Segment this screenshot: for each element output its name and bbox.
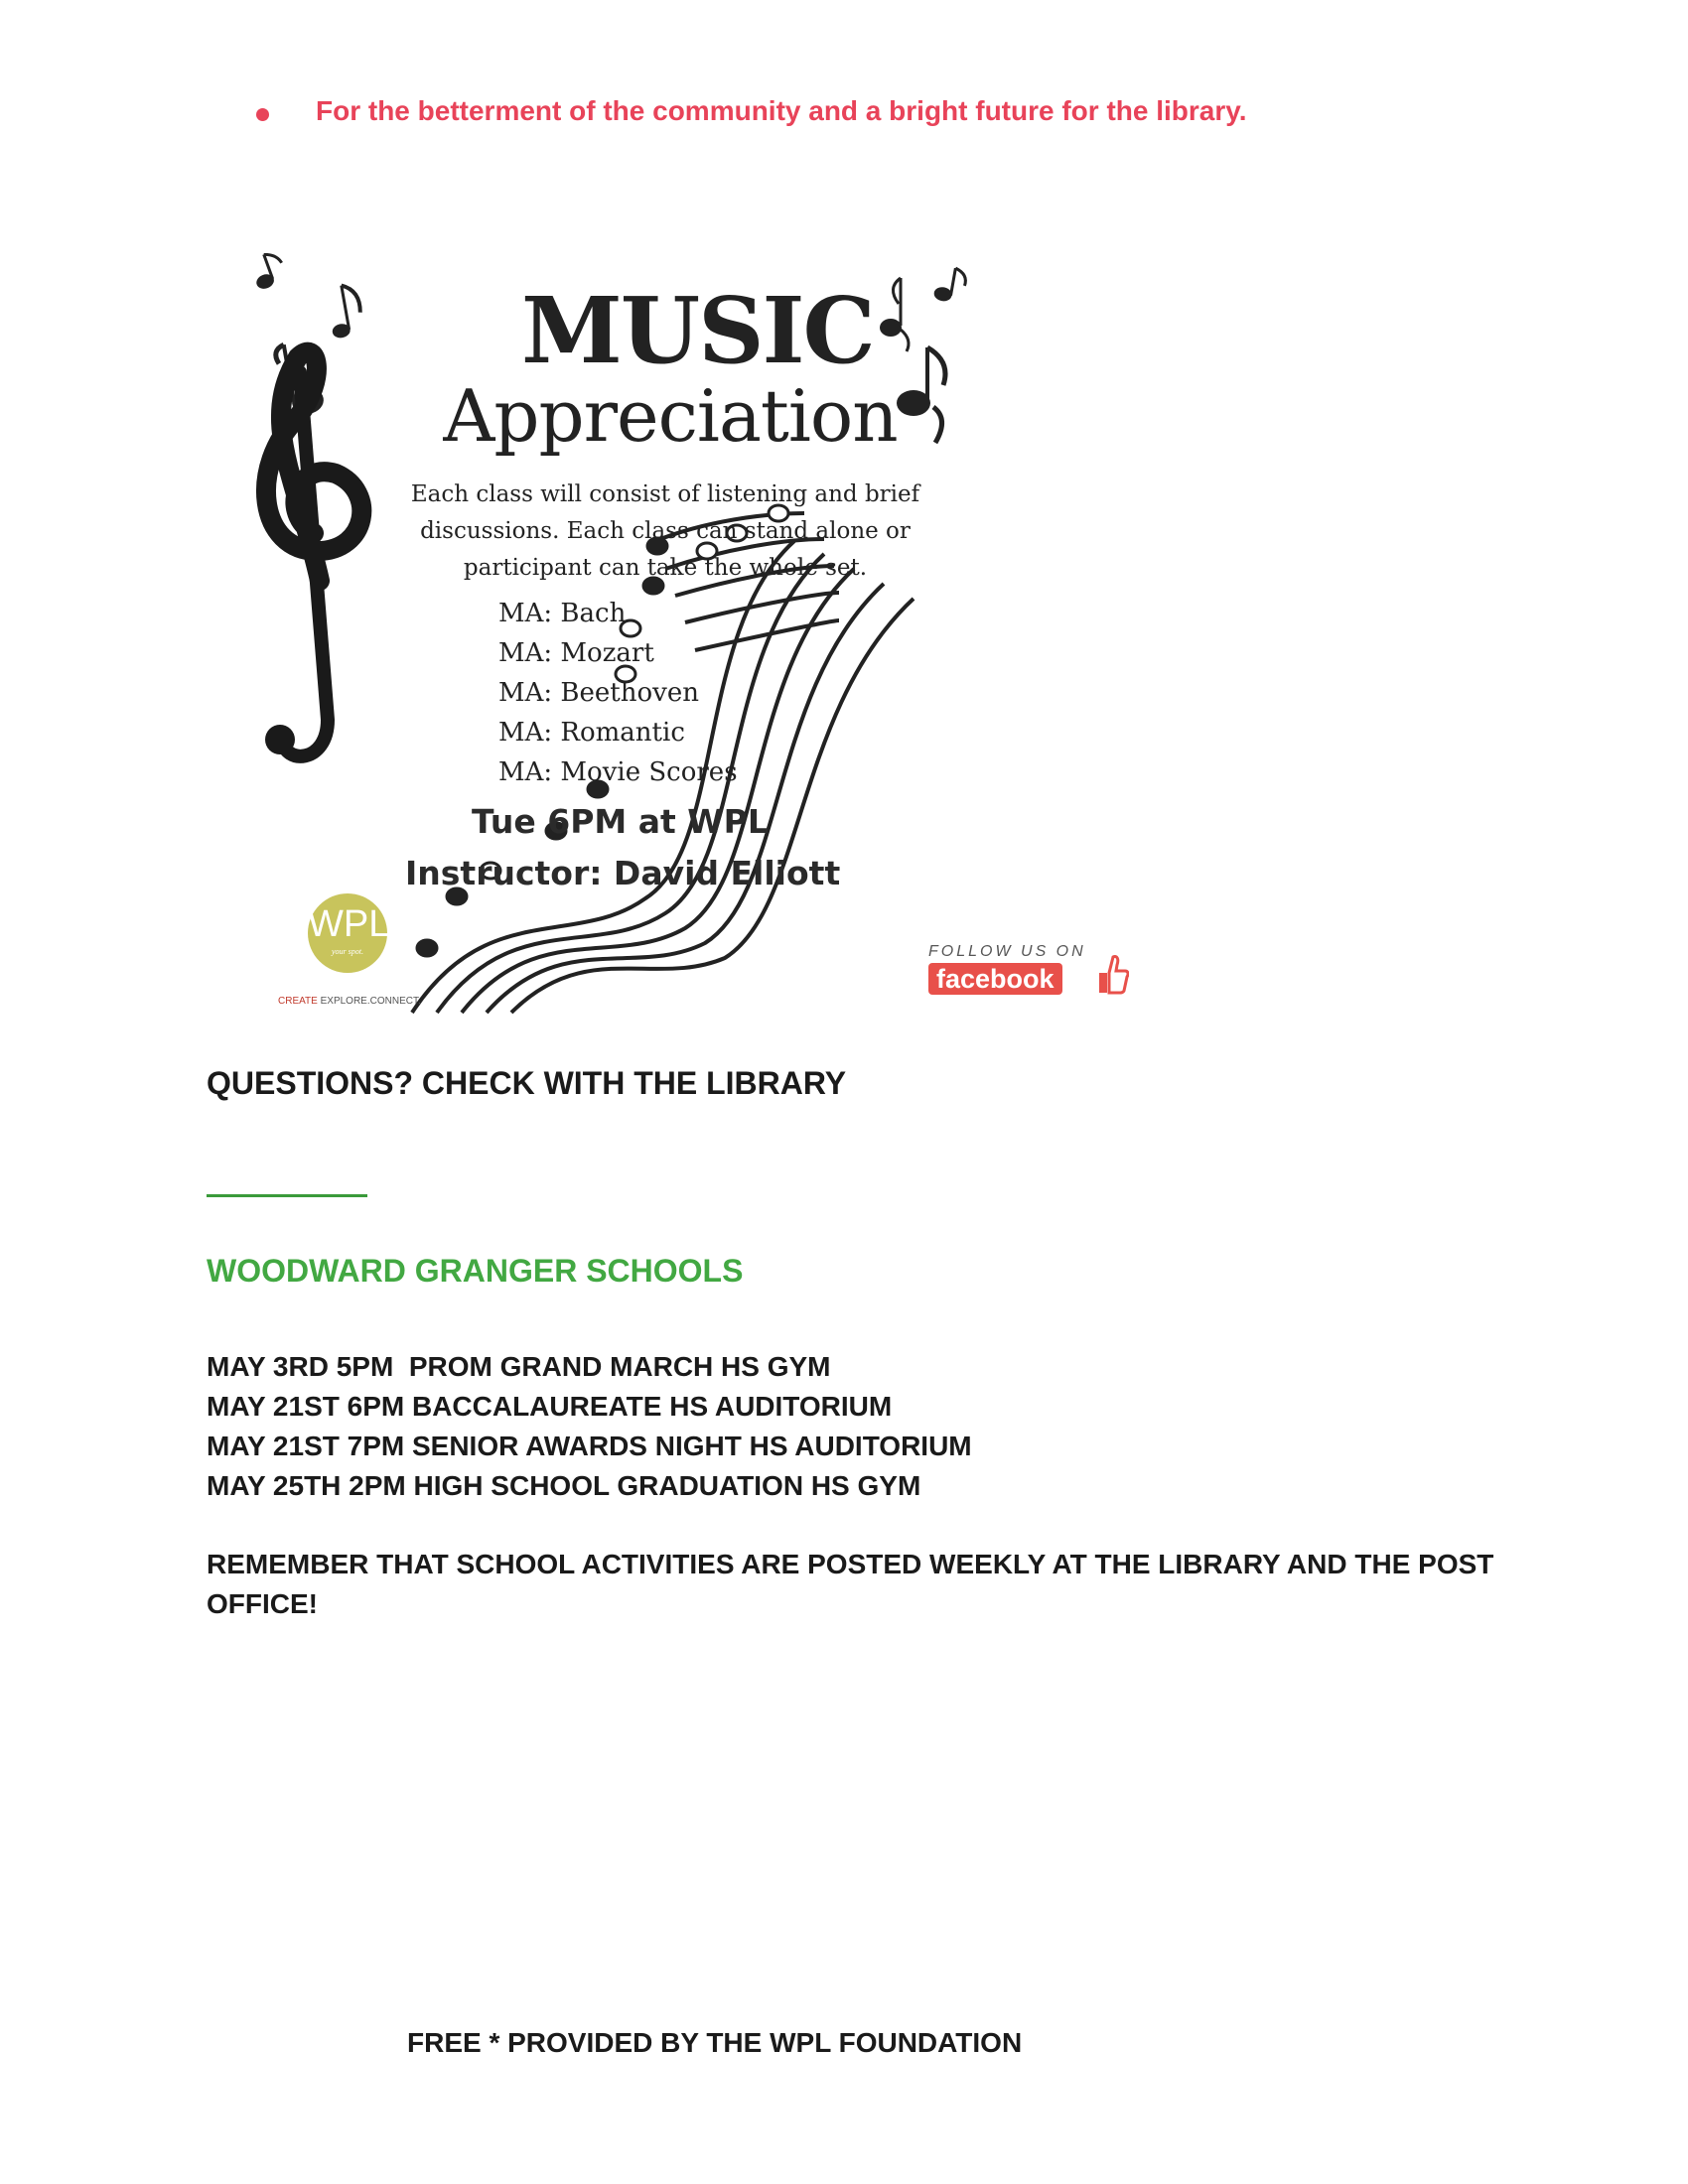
school-event-item: MAY 21ST 6PM BACCALAUREATE HS AUDITORIUM — [207, 1391, 893, 1422]
follow-us-label: FOLLOW US ON — [928, 943, 1086, 960]
wpl-tagline-rest: EXPLORE.CONNECT. — [317, 996, 421, 1007]
flyer-subtitle: Appreciation — [443, 374, 898, 458]
class-list — [498, 594, 738, 792]
flyer-description: Each class will consist of listening and brief discussions. Each class can stand alone or participant can take the whole set. — [410, 481, 920, 581]
activities-reminder: REMEMBER THAT SCHOOL ACTIVITIES ARE POSTED WEEKLY AT THE LIBRARY AND THE POST OFFICE! — [207, 1549, 1494, 1619]
flyer-title: MUSIC — [521, 277, 874, 384]
wpl-logo — [278, 893, 421, 1013]
questions-heading: QUESTIONS? CHECK WITH THE LIBRARY — [207, 1065, 847, 1101]
school-event-item: MAY 21ST 7PM SENIOR AWARDS NIGHT HS AUDITORIUM — [207, 1431, 972, 1461]
school-event-item: MAY 25TH 2PM HIGH SCHOOL GRADUATION HS GYM — [207, 1470, 921, 1501]
wpl-logo-script: your spot. — [332, 947, 363, 956]
music-appreciation-flyer — [228, 253, 1152, 1018]
class-list-item: MA: Bach — [498, 599, 627, 628]
class-list-item: MA: Romantic — [498, 718, 685, 748]
class-list-item: MA: Movie Scores — [498, 757, 738, 787]
thumbs-up-icon — [1095, 953, 1129, 995]
bullet-dot-icon — [256, 108, 269, 121]
wpl-logo-circle — [308, 893, 390, 973]
class-list-item: MA: Beethoven — [498, 678, 699, 708]
wpl-logo-name: WPL — [308, 903, 390, 945]
wpl-tagline-accent: CREATE — [278, 996, 318, 1007]
intro-bullet-text: For the betterment of the community and a bright future for the library. — [316, 95, 1247, 126]
schools-heading: WOODWARD GRANGER SCHOOLS — [207, 1253, 744, 1289]
class-list-item: MA: Mozart — [498, 638, 654, 668]
wpl-logo-tagline — [278, 996, 421, 1007]
intro-bullet — [256, 95, 1448, 135]
facebook-follow-badge — [928, 943, 1137, 1003]
facebook-wordmark: facebook — [928, 963, 1062, 995]
school-events-list — [207, 1347, 972, 1506]
footer-note: FREE * PROVIDED BY THE WPL FOUNDATION — [407, 2027, 1023, 2058]
green-divider — [207, 1194, 367, 1197]
class-schedule: Tue 6PM at WPL — [472, 802, 769, 841]
class-instructor: Instructor: David Elliott — [405, 854, 841, 892]
school-event-item: MAY 3RD 5PM PROM GRAND MARCH HS GYM — [207, 1351, 831, 1382]
